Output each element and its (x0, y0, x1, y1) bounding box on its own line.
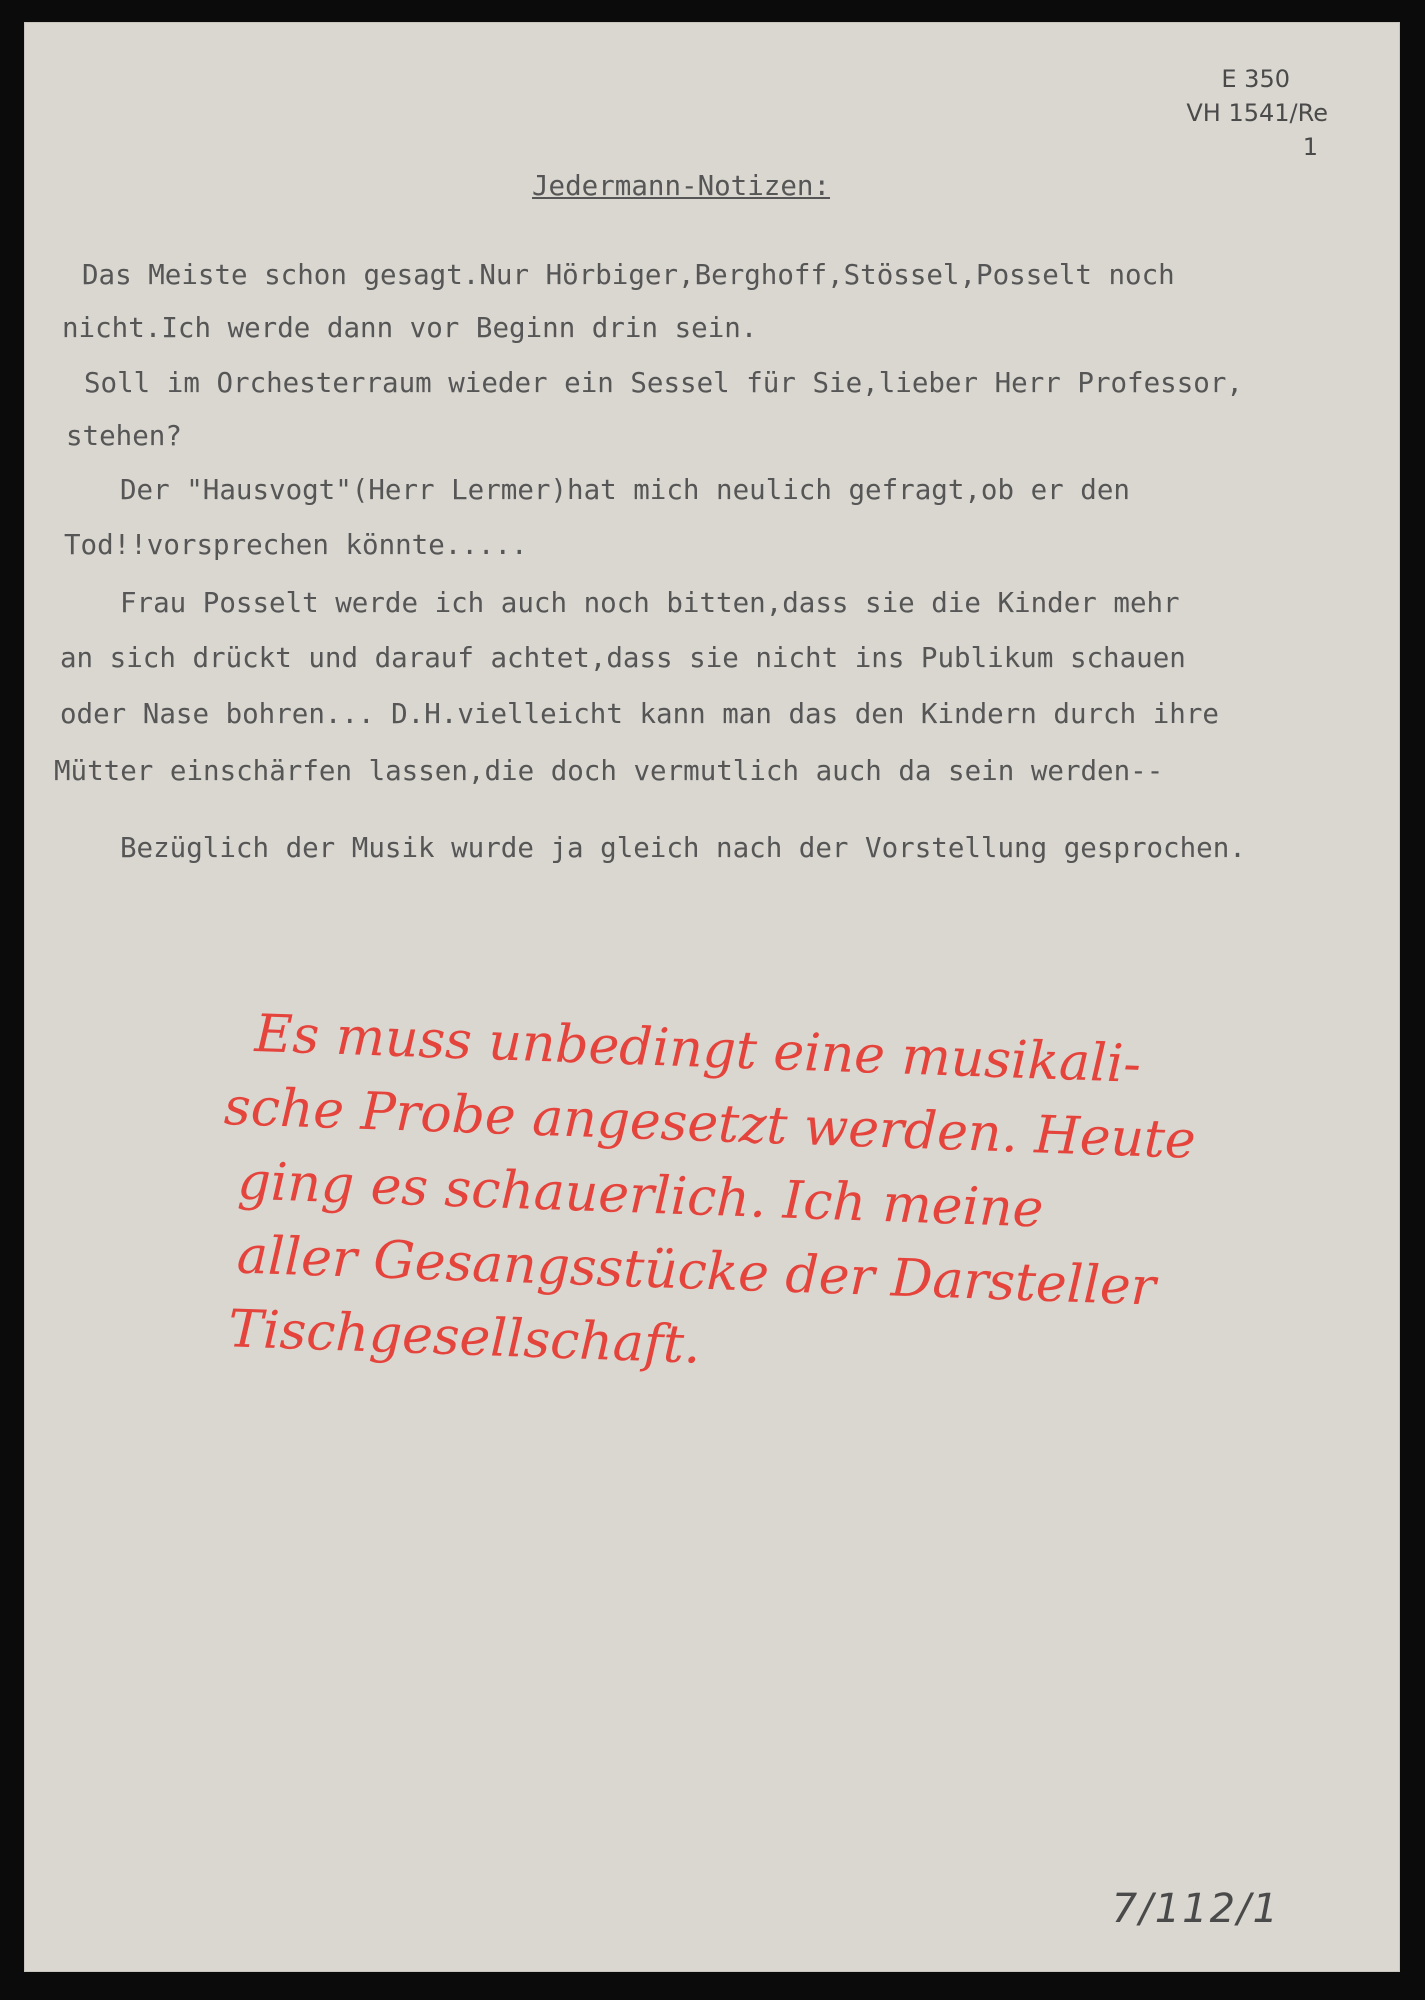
typed-line-7: Frau Posselt werde ich auch noch bitten,dass sie die Kinder mehr (120, 587, 1180, 619)
typed-line-6: Tod!!vorsprechen könnte..... (64, 529, 528, 561)
handwritten-line-5: Tischgesellschaft. (227, 1299, 702, 1376)
archive-signature-top (1186, 62, 1328, 164)
typed-line-9: oder Nase bohren... D.H.vielleicht kann man das den Kindern durch ihre (60, 698, 1219, 730)
archive-folio: 1 (1302, 133, 1318, 161)
handwritten-line-3: ging es schauerlich. Ich meine (236, 1151, 1045, 1240)
typed-line-4: stehen? (66, 420, 182, 452)
typed-line-5: Der "Hausvogt"(Herr Lermer)hat mich neulich gefragt,ob er den (120, 474, 1130, 506)
archive-shelfmark: VH 1541/Re (1186, 99, 1328, 127)
handwritten-line-1: Es muss unbedingt eine musikali- (253, 1003, 1142, 1095)
document-page (24, 22, 1400, 1972)
handwritten-red-note (223, 997, 1405, 1407)
handwritten-line-2: sche Probe angesetzt werden. Heute (223, 1076, 1197, 1171)
typed-line-11: Bezüglich der Musik wurde ja gleich nach der Vorstellung gesprochen. (120, 832, 1246, 864)
handwritten-line-4: aller Gesangsstücke der Darsteller (235, 1225, 1157, 1318)
typed-line-2: nicht.Ich werde dann vor Beginn drin sein. (62, 312, 758, 344)
typed-line-1: Das Meiste schon gesagt.Nur Hörbiger,Berghoff,Stössel,Posselt noch (82, 259, 1175, 291)
archive-code: E 350 (1221, 65, 1290, 93)
typed-line-8: an sich drückt und darauf achtet,dass sie nicht ins Publikum schauen (60, 642, 1186, 674)
typed-line-10: Mütter einschärfen lassen,die doch vermutlich auch da sein werden-- (54, 755, 1164, 787)
typed-line-3: Soll im Orchesterraum wieder ein Sessel für Sie,lieber Herr Professor, (84, 367, 1243, 399)
archive-number-bottom: 7/112/1 (1111, 1886, 1280, 1932)
document-title: Jedermann-Notizen: (532, 170, 831, 202)
